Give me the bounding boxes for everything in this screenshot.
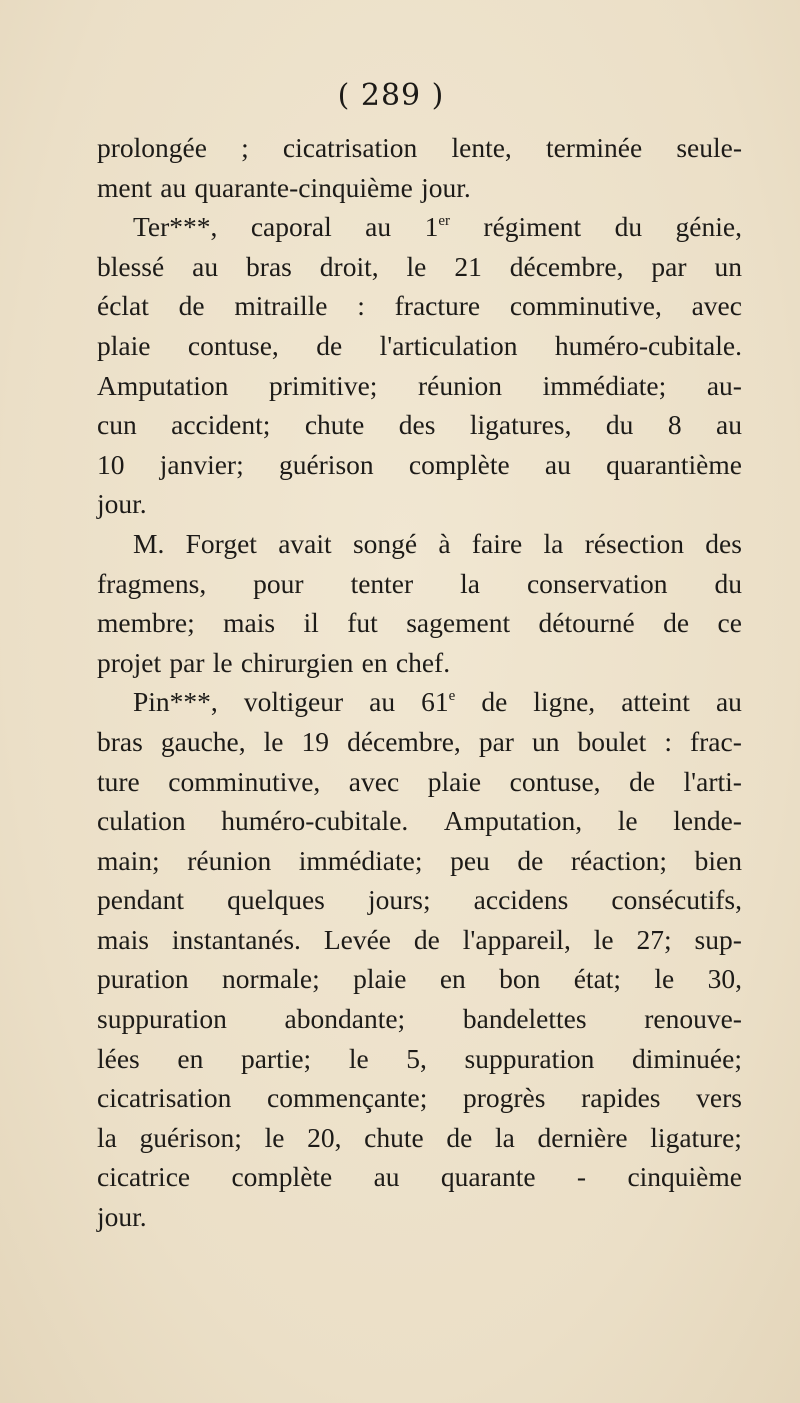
text-word: chute [364, 1121, 424, 1153]
text-word: puration [97, 963, 189, 995]
text-word: projet [97, 646, 162, 678]
text-line [97, 326, 742, 366]
text-word: le [654, 963, 675, 995]
text-word: accidens [473, 884, 569, 916]
text-word: diminuée; [631, 1042, 742, 1074]
text-word: Forget [185, 527, 257, 559]
text-word: 8 [667, 409, 682, 441]
text-word: bon [499, 963, 541, 995]
text-word: jour. [97, 1201, 147, 1233]
text-line [97, 682, 742, 722]
text-word: droit, [319, 250, 379, 282]
text-word: cun [97, 409, 137, 441]
text-line [97, 484, 742, 524]
text-word: ture [97, 765, 140, 797]
text-word: au [544, 448, 571, 480]
text-line [97, 405, 742, 445]
text-word: par [478, 725, 514, 757]
text-word: de [481, 686, 508, 718]
text-line [97, 1118, 742, 1158]
text-word: suppuration [97, 1003, 227, 1035]
text-word: suppuration [464, 1042, 595, 1074]
text-word: au [715, 409, 742, 441]
text-word: de [413, 923, 440, 955]
text-word: immédiate; [542, 369, 667, 401]
text-line [97, 999, 742, 1039]
text-word: décembre, [347, 725, 461, 757]
text-word: consécutifs, [611, 884, 742, 916]
text-word: sup- [694, 923, 742, 955]
text-word: du [614, 211, 643, 243]
text-word: à [438, 527, 451, 559]
text-word: - [576, 1161, 587, 1193]
text-word: l'appareil, [462, 923, 571, 955]
text-word: membre; [97, 607, 195, 639]
text-word: mitraille [234, 290, 328, 322]
text-line [97, 841, 742, 881]
text-word: le [617, 805, 638, 837]
text-word: de [316, 329, 343, 361]
text-word: voltigeur [243, 686, 344, 718]
text-word: par [169, 646, 205, 678]
text-word: 21 [454, 250, 482, 282]
text-word: bras [97, 725, 143, 757]
text-word: régiment [483, 211, 582, 243]
text-word: chute [304, 409, 365, 441]
text-word: le [212, 646, 233, 678]
text-word: renouve- [644, 1003, 742, 1035]
text-word: partie; [240, 1042, 312, 1074]
text-word: au- [706, 369, 742, 401]
text-word: ligatures, [469, 409, 572, 441]
text-line [97, 762, 742, 802]
text-word: instantanés. [171, 923, 301, 955]
text-word: commençante; [267, 1082, 428, 1114]
text-word: ligature; [650, 1121, 742, 1153]
text-word: avec [691, 290, 742, 322]
text-word: Levée [323, 923, 392, 955]
text-word: comminutive, [168, 765, 321, 797]
text-line [97, 445, 742, 485]
text-word: fut [347, 607, 378, 639]
text-word: l'articulation [379, 329, 518, 361]
text-line [97, 1157, 742, 1197]
text-word: fracture [394, 290, 481, 322]
text-word: dernière [537, 1121, 628, 1153]
text-word: frac- [689, 725, 742, 757]
text-word: avait [278, 527, 332, 559]
text-word: complète [231, 1161, 333, 1193]
text-word: faire [471, 527, 523, 559]
text-word: mais [223, 607, 276, 639]
text-word: pour [253, 567, 304, 599]
text-line [97, 247, 742, 287]
text-word: prolongée [97, 132, 207, 163]
page-number: ( 289 ) [337, 78, 445, 113]
text-word: bras [246, 250, 292, 282]
text-word: Pin***, [133, 686, 218, 718]
text-line [97, 920, 742, 960]
text-word: boulet [577, 725, 647, 757]
text-word: du [714, 567, 742, 599]
text-word: jours; [367, 884, 431, 916]
text-word: M. [133, 527, 165, 559]
text-line [97, 1039, 742, 1079]
text-word: réunion [187, 844, 272, 876]
text-line [97, 207, 742, 247]
text-line [97, 168, 742, 208]
text-word: le [406, 250, 427, 282]
text-word: du [605, 409, 634, 441]
text-word: conservation [526, 567, 668, 599]
text-word: guérison; [139, 1121, 242, 1153]
text-word: de [517, 844, 544, 876]
text-word: réaction; [570, 844, 668, 876]
text-word: blessé [97, 250, 165, 282]
text-word: la [460, 567, 480, 599]
text-word: peu [450, 844, 490, 876]
text-word: au [715, 686, 742, 718]
text-word: pendant [97, 884, 185, 916]
text-word: lente, [451, 132, 512, 163]
text-word: par [651, 250, 687, 282]
text-word: chef. [395, 646, 451, 678]
text-word: complète [408, 448, 510, 480]
text-word: mais [97, 923, 149, 955]
text-word: abondante; [284, 1003, 406, 1035]
text-line [97, 128, 742, 168]
text-word: cicatrisation [97, 1082, 232, 1114]
text-word: 1er [424, 211, 450, 243]
text-word: 61e [421, 686, 456, 718]
text-word: 5, [406, 1042, 427, 1074]
text-line [97, 366, 742, 406]
text-word: quelques [227, 884, 325, 916]
text-word: détourné [538, 607, 635, 639]
text-word: atteint [621, 686, 690, 718]
text-word: résection [584, 527, 684, 559]
text-word: terminée [545, 132, 643, 163]
text-word: un [532, 725, 560, 757]
text-word: ce [717, 607, 742, 639]
text-line [97, 722, 742, 762]
text-word: des [705, 527, 742, 559]
text-line [97, 524, 742, 564]
text-word: la [543, 527, 564, 559]
text-word: ; [241, 132, 249, 163]
text-word: la [97, 1121, 117, 1153]
text-word: bandelettes [462, 1003, 587, 1035]
text-word: vers [696, 1082, 742, 1114]
text-word: comminutive, [509, 290, 662, 322]
text-line [97, 564, 742, 604]
text-word: il [303, 607, 319, 639]
text-word: le [593, 923, 614, 955]
text-word: tenter [350, 567, 414, 599]
text-word: en [361, 646, 388, 678]
text-word: le [348, 1042, 369, 1074]
text-word: contuse, [187, 329, 279, 361]
text-word: cicatrisation [282, 132, 418, 163]
text-word: caporal [250, 211, 332, 243]
text-word: cinquième [627, 1161, 742, 1193]
text-word: normale; [221, 963, 320, 995]
text-word: 27; [636, 923, 672, 955]
text-word: des [398, 409, 436, 441]
body-text [97, 128, 742, 1237]
text-word: en [439, 963, 466, 995]
text-word: quarante [440, 1161, 536, 1193]
text-word: au [369, 686, 396, 718]
text-line [97, 643, 742, 683]
text-line [97, 603, 742, 643]
text-line [97, 1078, 742, 1118]
text-word: primitive; [268, 369, 378, 401]
text-word: quarantième [606, 448, 742, 480]
text-word: jour. [421, 171, 471, 203]
text-word: huméro-cubitale. [221, 805, 409, 837]
text-word: l'arti- [683, 765, 742, 797]
text-word: culation [97, 805, 186, 837]
text-line [97, 880, 742, 920]
text-word: au [160, 171, 187, 203]
text-word: plaie [97, 329, 151, 361]
text-word: Amputation [97, 369, 229, 401]
text-word: plaie [353, 963, 407, 995]
text-word: au [365, 211, 392, 243]
text-word: janvier; [159, 448, 244, 480]
text-word: : [357, 290, 365, 322]
text-word: seule- [676, 132, 742, 163]
text-word: décembre, [509, 250, 624, 282]
text-word: réunion [417, 369, 502, 401]
text-word: gauche, [160, 725, 246, 757]
text-line [97, 1197, 742, 1237]
text-word: Amputation, [443, 805, 583, 837]
text-word: en [177, 1042, 204, 1074]
text-word: de [663, 607, 690, 639]
text-word: lende- [673, 805, 742, 837]
text-word: rapides [581, 1082, 661, 1114]
text-word: chirurgien [240, 646, 354, 678]
text-word: 10 [97, 448, 125, 480]
text-word: de [629, 765, 656, 797]
text-word: huméro-cubitale. [554, 329, 742, 361]
text-word: progrès [462, 1082, 546, 1114]
text-word: au [192, 250, 219, 282]
text-word: ligne, [533, 686, 596, 718]
text-word: un [714, 250, 742, 282]
text-word: cicatrice [97, 1161, 191, 1193]
text-word: accident; [171, 409, 271, 441]
text-word: Ter***, [133, 211, 218, 243]
text-word: quarante-cinquième [194, 171, 413, 203]
text-word: contuse, [509, 765, 601, 797]
text-word: 19 [301, 725, 330, 757]
text-word: sagement [406, 607, 511, 639]
text-word: état; [573, 963, 622, 995]
text-word: le [263, 725, 284, 757]
text-word: plaie [427, 765, 482, 797]
text-word: de [178, 290, 205, 322]
text-word: main; [97, 844, 160, 876]
text-word: ment [97, 171, 152, 203]
text-word: guérison [278, 448, 374, 480]
text-word: 20, [307, 1121, 342, 1153]
text-word: songé [352, 527, 418, 559]
text-word: : [664, 725, 672, 757]
text-word: bien [694, 844, 742, 876]
text-line [97, 801, 742, 841]
text-word: fragmens, [97, 567, 207, 599]
text-word: de [446, 1121, 473, 1153]
text-word: avec [348, 765, 400, 797]
text-word: lées [97, 1042, 140, 1074]
text-line [97, 286, 742, 326]
text-word: le [264, 1121, 285, 1153]
text-word: 30, [707, 963, 742, 995]
text-word: génie, [675, 211, 742, 243]
text-word: la [495, 1121, 515, 1153]
text-word: au [373, 1161, 400, 1193]
text-word: immédiate; [298, 844, 423, 876]
text-word: jour. [97, 488, 147, 520]
text-line [97, 959, 742, 999]
text-word: éclat [97, 290, 149, 322]
